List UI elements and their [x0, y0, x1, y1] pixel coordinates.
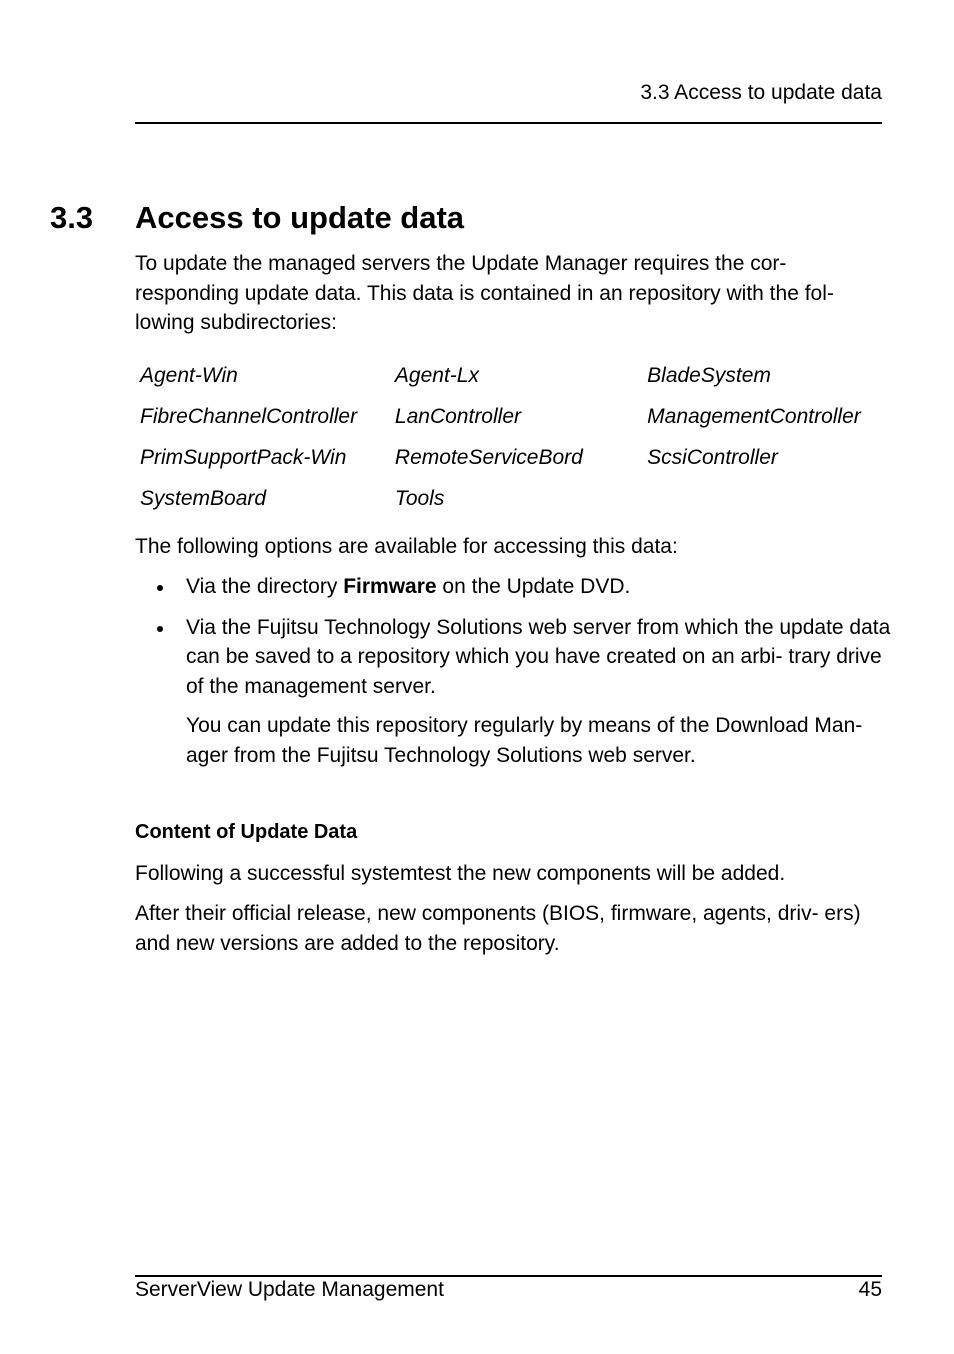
section-title: Access to update data — [135, 200, 465, 235]
section-heading — [50, 198, 464, 238]
options-list — [135, 572, 895, 770]
list-item — [135, 613, 895, 771]
option-text: Via the Fujitsu Technology Solutions web server from which the update data can be saved to a repository which you have created on an arbi- trary drive of the management server. — [186, 615, 891, 698]
table-row — [135, 397, 895, 438]
bullet-icon — [157, 585, 163, 591]
subdirectory-cell: BladeSystem — [647, 364, 771, 388]
running-header: 3.3 Access to update data — [640, 81, 882, 104]
subdirectory-table — [135, 356, 895, 520]
footer-doc-title: ServerView Update Management — [135, 1278, 444, 1301]
subdirectory-cell: ManagementController — [647, 405, 861, 429]
header-rule — [135, 122, 882, 124]
bullet-icon — [157, 626, 163, 632]
subdirectory-cell: ScsiController — [647, 446, 778, 470]
intro-paragraph: To update the managed servers the Update Manager requires the cor- responding update data. This data is contained in an repository with the fol- lowing subdirectories: — [135, 252, 834, 334]
content-paragraph: After their official release, new components (BIOS, firmware, agents, driv- ers) and new versions are added to the repository. — [135, 902, 861, 955]
content-paragraph: Following a successful systemtest the new components will be added. — [135, 861, 786, 885]
subdirectory-cell: FibreChannelController — [140, 405, 358, 429]
main-content — [135, 249, 895, 969]
option-bold-term: Firmware — [343, 575, 437, 598]
options-intro: The following options are available for accessing this data: — [135, 534, 678, 558]
subdirectory-cell: RemoteServiceBord — [394, 446, 583, 470]
content-heading: Content of Update Data — [135, 821, 358, 843]
option-text-after: on the Update DVD. — [436, 575, 631, 598]
option-text-before: Via the directory — [186, 575, 344, 598]
list-item — [135, 572, 895, 602]
subdirectory-cell: Agent-Win — [140, 364, 238, 388]
subdirectory-cell: LanController — [394, 405, 521, 429]
subdirectory-cell — [642, 479, 895, 520]
section-number: 3.3 — [50, 200, 94, 235]
subdirectory-cell: Tools — [394, 487, 445, 511]
table-row — [135, 438, 895, 479]
subdirectory-cell: SystemBoard — [140, 487, 267, 511]
subdirectory-cell: Agent-Lx — [394, 364, 479, 388]
option-subparagraph: You can update this repository regularly by means of the Download Man- ager from the Fujitsu Technology Solutions web server. — [186, 714, 863, 767]
table-row — [135, 479, 895, 520]
subdirectory-cell: PrimSupportPack-Win — [140, 446, 347, 470]
table-row — [135, 356, 895, 397]
page-number: 45 — [858, 1278, 882, 1301]
